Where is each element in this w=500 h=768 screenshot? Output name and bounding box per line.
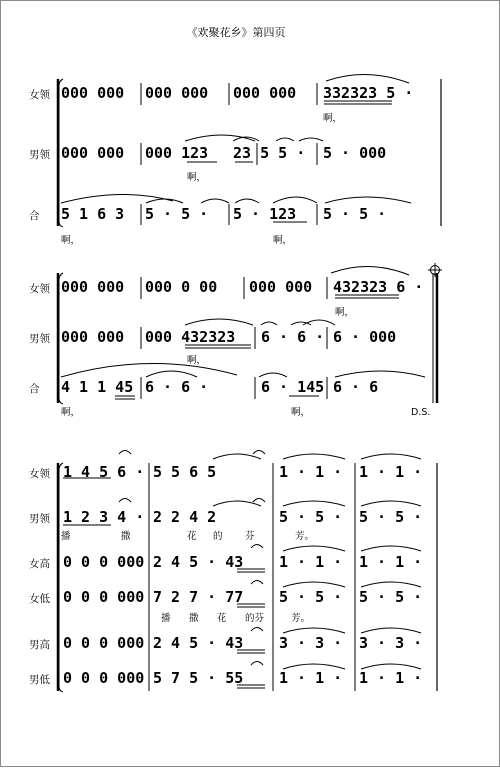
lyric-text: 啊， xyxy=(291,407,311,418)
part-label: 女低 xyxy=(29,593,50,605)
measure-notes: 432323 6 · xyxy=(333,278,424,296)
part-labels xyxy=(29,88,50,686)
measure-notes: 6 · 6 · xyxy=(261,328,325,346)
measure-notes: 1 2 3 4 · xyxy=(63,508,145,526)
measure-notes: 1 · 1 · xyxy=(279,553,343,571)
part-label: 合 xyxy=(29,210,40,222)
lyric-text: 花 xyxy=(217,613,227,624)
lyric-text: 啊， xyxy=(335,307,355,318)
measure-notes: 6 · 000 xyxy=(333,328,397,346)
lyric-text: 的 xyxy=(213,531,223,542)
measure-notes: 3 · 3 · xyxy=(279,634,343,652)
lyric-text: 花 xyxy=(187,531,197,542)
measure-notes: 5 1 6 3 xyxy=(61,205,125,223)
measure-notes: 000 000 xyxy=(249,278,313,296)
measure-notes: 000 123 xyxy=(145,144,209,162)
measure-notes: 4 1 1 45 xyxy=(61,378,134,396)
measure-notes: 0 0 0 000 xyxy=(63,553,145,571)
part-label: 女领 xyxy=(29,283,50,295)
part-label: 女领 xyxy=(29,89,50,101)
page-title: 《欢聚花乡》第四页 xyxy=(186,26,286,39)
lyric-text: 播 xyxy=(161,613,171,624)
lyric-text: 啊， xyxy=(187,172,207,183)
measure-notes: 1 · 1 · xyxy=(359,669,423,687)
lyric-text: 播 xyxy=(61,531,71,542)
lyric-text: 的芬 xyxy=(245,613,265,624)
measure-notes: 5 5 6 5 xyxy=(153,463,217,481)
part-label: 女领 xyxy=(29,468,50,480)
measure-notes: 1 · 1 · xyxy=(359,463,423,481)
measure-notes: 000 000 xyxy=(61,328,125,346)
measure-notes: 5 · 5 · xyxy=(359,508,423,526)
part-label: 男低 xyxy=(29,674,50,686)
measure-notes: 5 · 5 · xyxy=(279,588,343,606)
lyric-text: 撒 xyxy=(121,531,131,542)
measure-notes: 000 000 xyxy=(145,84,209,102)
measure-notes: 000 432323 xyxy=(145,328,236,346)
lyric-text: 啊， xyxy=(187,355,207,366)
coda-icon xyxy=(428,263,442,277)
score-sheet xyxy=(1,1,500,768)
measure-notes: 000 000 xyxy=(61,84,125,102)
measure-notes: 0 0 0 000 xyxy=(63,669,145,687)
measure-notes: 3 · 3 · xyxy=(359,634,423,652)
note-measures xyxy=(61,84,423,687)
measure-notes: 2 4 5 · 43 xyxy=(153,634,244,652)
measure-notes: 0 0 0 000 xyxy=(63,588,145,606)
measure-notes: 332323 5 · xyxy=(323,84,414,102)
lyric-text: 芳。 xyxy=(291,613,311,624)
lyric-text: 芬 xyxy=(245,531,255,542)
measure-notes: 5 · 123 xyxy=(233,205,297,223)
lyric-text: 啊， xyxy=(61,407,81,418)
measure-notes: 5 7 5 · 55 xyxy=(153,669,244,687)
lyric-text: 芳。 xyxy=(295,531,315,542)
measure-notes: 5 · 5 · xyxy=(145,205,209,223)
measure-notes: 5 · 5 · xyxy=(359,588,423,606)
measure-notes: 6 · 6 xyxy=(333,378,379,396)
measure-notes: 000 000 xyxy=(61,144,125,162)
measure-notes: 1 · 1 · xyxy=(279,463,343,481)
lyric-text: 啊， xyxy=(273,235,293,246)
part-label: 男高 xyxy=(29,639,50,651)
part-label: 合 xyxy=(29,383,40,395)
measure-notes: 2 2 4 2 xyxy=(153,508,217,526)
measure-notes: 1 · 1 · xyxy=(359,553,423,571)
measure-notes: 000 000 xyxy=(61,278,125,296)
part-label: 男领 xyxy=(29,333,50,345)
lyric-text: 啊， xyxy=(61,235,81,246)
measure-notes: 6 · 145 xyxy=(261,378,325,396)
measure-notes: 000 000 xyxy=(233,84,297,102)
lyric-text: 撒 xyxy=(189,613,199,624)
measure-notes: 0 0 0 000 xyxy=(63,634,145,652)
measure-notes: 5 · 5 · xyxy=(323,205,387,223)
ds-marking: D.S. xyxy=(411,407,431,418)
measure-notes: 5 · 5 · xyxy=(279,508,343,526)
measure-notes: 7 2 7 · 77 xyxy=(153,588,244,606)
part-label: 女高 xyxy=(29,558,50,570)
measure-notes: 23 5 5 · xyxy=(233,144,306,162)
system-3 xyxy=(58,451,437,693)
measure-notes: 1 · 1 · xyxy=(279,669,343,687)
part-label: 男领 xyxy=(29,149,50,161)
part-label: 男领 xyxy=(29,513,50,525)
measure-notes: 000 0 00 xyxy=(145,278,218,296)
measure-notes: 1 4 5 6 · xyxy=(63,463,145,481)
lyric-text: 啊， xyxy=(323,113,343,124)
measure-notes: 5 · 000 xyxy=(323,144,387,162)
measure-notes: 6 · 6 · xyxy=(145,378,209,396)
measure-notes: 2 4 5 · 43 xyxy=(153,553,244,571)
